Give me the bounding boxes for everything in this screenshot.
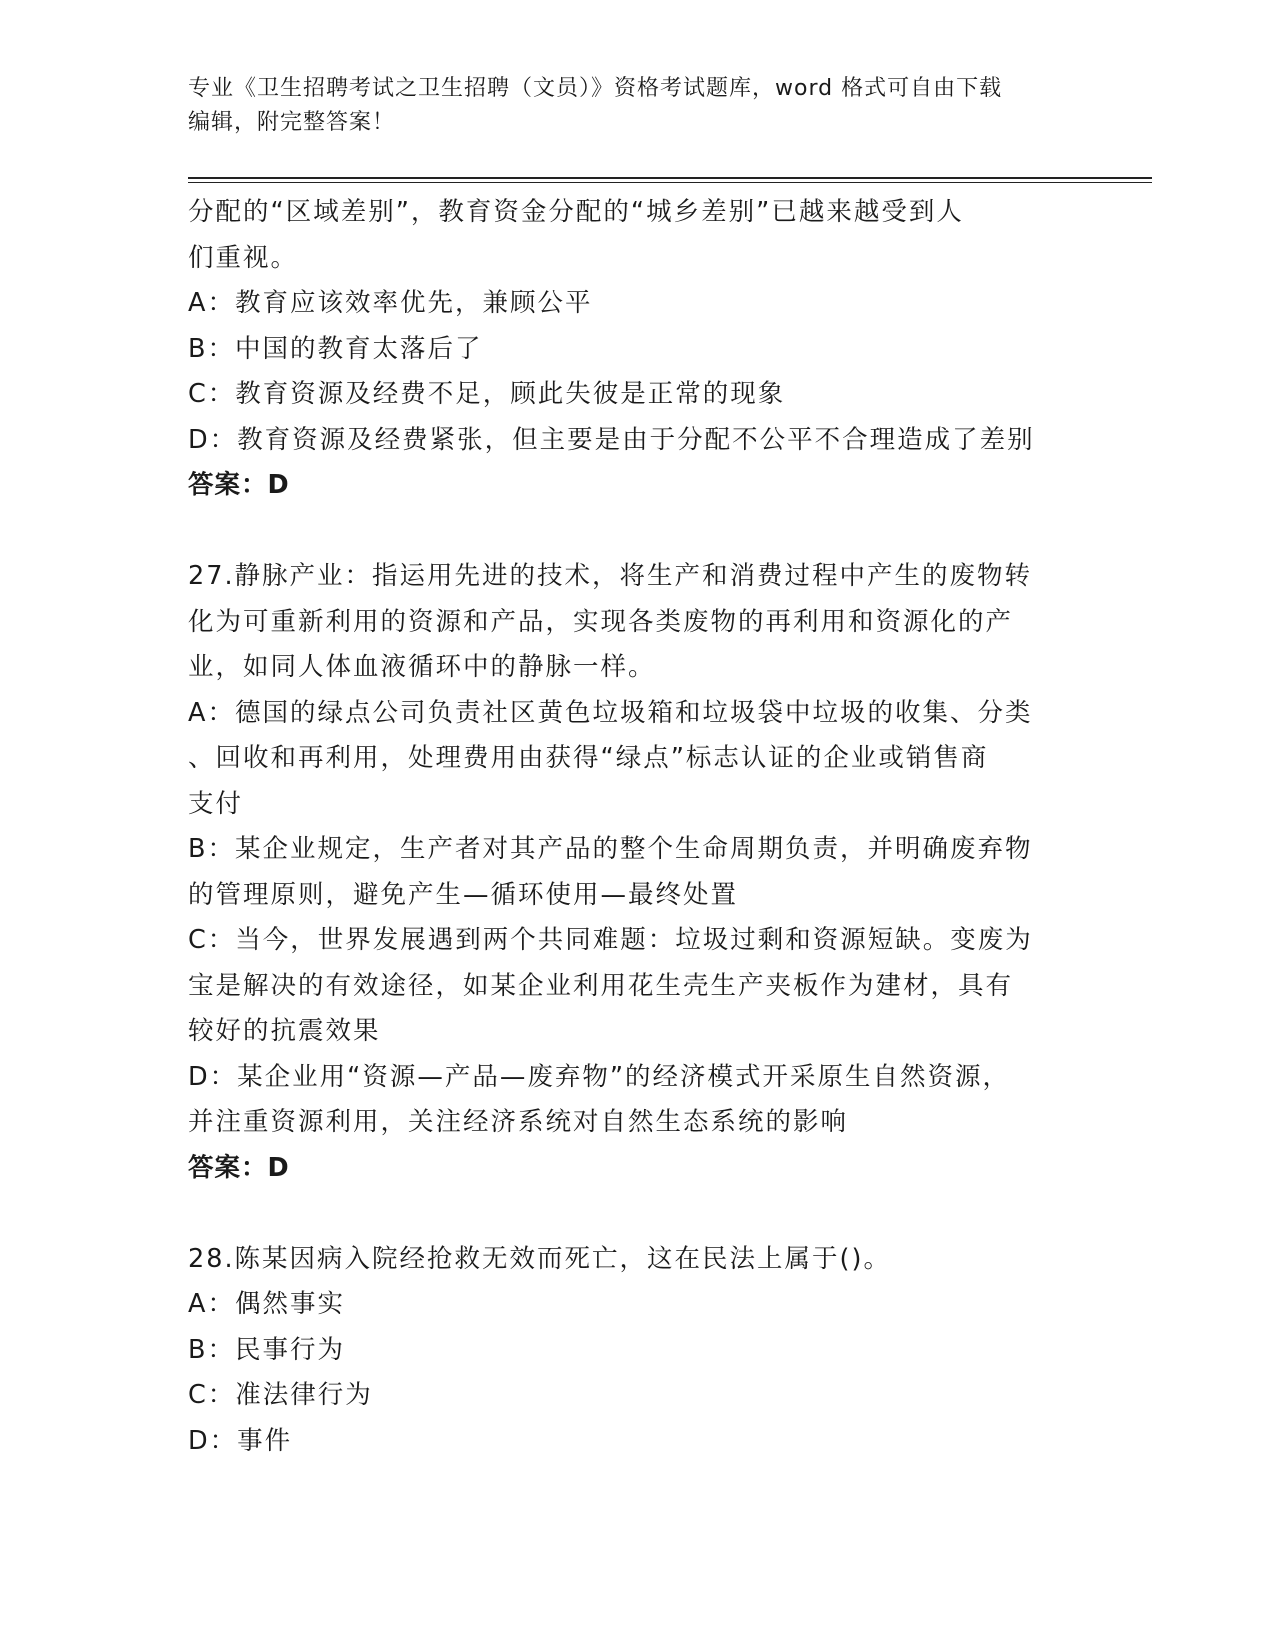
header-divider-thin [188, 182, 1152, 183]
option-d: D：某企业用“资源—产品—废弃物”的经济模式开采原生自然资源， [188, 1061, 1011, 1092]
question-stem-line: 化为可重新利用的资源和产品，实现各类废物的再利用和资源化的产 [188, 606, 1014, 637]
question-stem-line: 业，如同人体血液循环中的静脉一样。 [188, 652, 656, 682]
question-28 [188, 1237, 1088, 1465]
option-a: A：偶然事实 [188, 1289, 345, 1319]
option-a-continued: 、回收和再利用，处理费用由获得“绿点”标志认证的企业或销售商 [188, 743, 989, 773]
question-stem-line: 分配的“区域差别”，教育资金分配的“城乡差别”已越来越受到人 [188, 197, 964, 227]
question-stem-line: 27.静脉产业：指运用先进的技术，将生产和消费过程中产生的废物转 [188, 561, 1033, 591]
option-c: C：教育资源及经费不足，顾此失彼是正常的现象 [188, 379, 786, 409]
option-a-continued: 支付 [188, 788, 244, 819]
option-b-continued: 的管理原则，避免产生—循环使用—最终处置 [188, 879, 739, 910]
option-a: A：教育应该效率优先，兼顾公平 [188, 288, 593, 318]
question-stem-line: 28.陈某因病入院经抢救无效而死亡，这在民法上属于()。 [188, 1243, 891, 1274]
header-divider-thick [188, 177, 1152, 179]
header-line-2: 编辑，附完整答案！ [188, 110, 396, 135]
option-c: C：准法律行为 [188, 1380, 373, 1410]
question-stem-line: 们重视。 [188, 242, 299, 273]
option-d-continued: 并注重资源利用，关注经济系统对自然生态系统的影响 [188, 1107, 849, 1137]
question-26 [188, 190, 1088, 509]
document-header [188, 72, 1088, 140]
header-line-1: 专业《卫生招聘考试之卫生招聘（文员）》资格考试题库，word 格式可自由下载 [188, 76, 1003, 101]
question-spacer [188, 1191, 1088, 1237]
option-a: A：德国的绿点公司负责社区黄色垃圾箱和垃圾袋中垃圾的收集、分类 [188, 697, 1033, 728]
question-spacer [188, 509, 1088, 555]
option-b: B：中国的教育太落后了 [188, 333, 483, 364]
document-body [188, 190, 1088, 1464]
option-c: C：当今，世界发展遇到两个共同难题：垃圾过剩和资源短缺。变废为 [188, 925, 1033, 955]
option-b: B：某企业规定，生产者对其产品的整个生命周期负责，并明确废弃物 [188, 834, 1033, 864]
question-27 [188, 554, 1088, 1191]
option-b: B：民事行为 [188, 1334, 345, 1365]
option-c-continued: 较好的抗震效果 [188, 1016, 381, 1046]
answer-label: 答案：D [188, 470, 290, 500]
option-c-continued: 宝是解决的有效途径，如某企业利用花生壳生产夹板作为建材，具有 [188, 970, 1014, 1001]
answer-label: 答案：D [188, 1152, 290, 1183]
option-d: D：事件 [188, 1425, 293, 1456]
option-d: D：教育资源及经费紧张，但主要是由于分配不公平不合理造成了差别 [188, 424, 1035, 455]
